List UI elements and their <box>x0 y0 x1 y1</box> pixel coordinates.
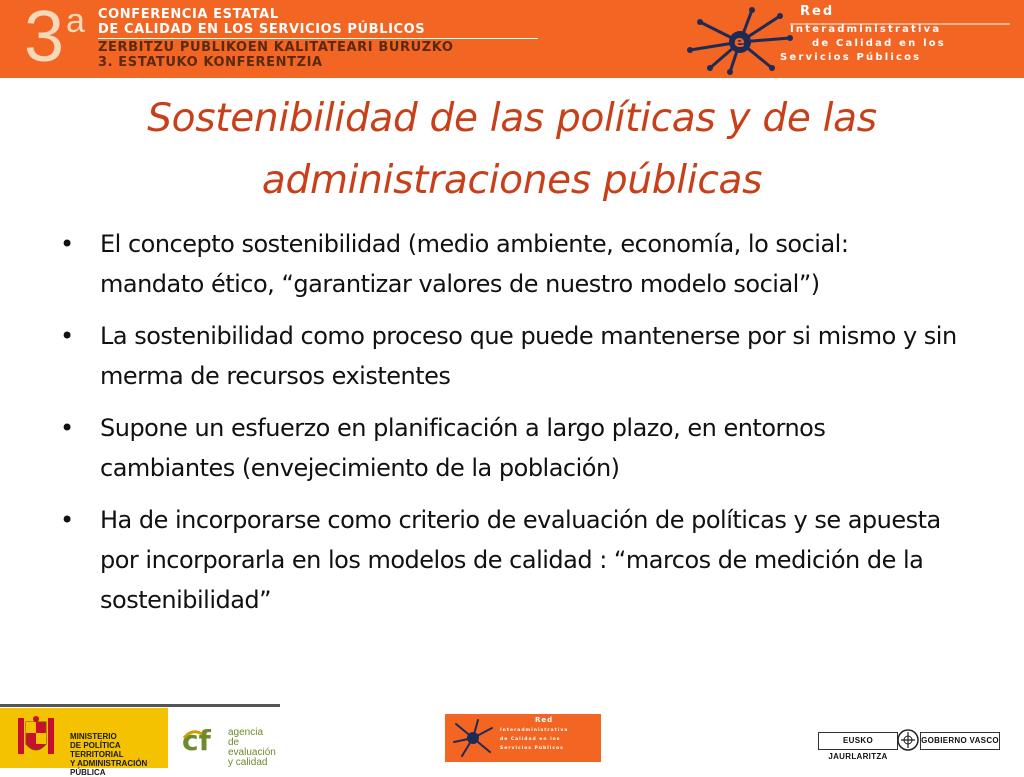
bullet-text: Ha de incorporarse como criterio de evaluación de políticas y se apuesta por incorporarla en los modelos de calidad : “marcos de medición de la sostenibilidad” <box>100 506 941 614</box>
conference-line-es-1: CONFERENCIA ESTATAL <box>98 7 279 22</box>
aeval-line-2: de evaluación <box>228 737 276 758</box>
edition-superscript: a <box>66 2 85 40</box>
bullet-item <box>58 224 958 304</box>
bullet-dot-icon: • <box>60 506 74 534</box>
network-small-icon <box>450 716 496 760</box>
network-small-title: Red <box>535 716 554 724</box>
bullet-item <box>58 316 958 396</box>
ministerio-line-2: DE POLÍTICA TERRITORIAL <box>70 741 124 759</box>
bullet-list <box>58 224 958 632</box>
aeval-text <box>228 728 288 768</box>
aeval-line-1: agencia <box>228 727 264 738</box>
ministerio-line-3: Y ADMINISTRACIÓN PÚBLICA <box>70 759 148 777</box>
gobierno-vasco-label: GOBIERNO VASCO <box>920 732 1000 750</box>
svg-text:e: e <box>734 32 745 51</box>
svg-text:cf: cf <box>182 724 211 754</box>
ministerio-text <box>70 732 170 777</box>
edition-number: 3 <box>24 0 65 77</box>
slide-title: Sostenibilidad de las políticas y de las administraciones públicas <box>147 96 877 203</box>
coat-of-arms-icon <box>14 714 58 760</box>
aeval-logo-icon <box>182 724 222 754</box>
conference-title-block <box>98 7 548 70</box>
footer-divider <box>0 704 280 707</box>
network-line-2: de Calidad en los <box>812 38 946 49</box>
bullet-text: El concepto sostenibilidad (medio ambiente, economía, lo social: mandato ético, “garantizar valores de nuestro modelo social”) <box>100 230 849 298</box>
bullet-dot-icon: • <box>60 322 74 350</box>
bullet-text: Supone un esfuerzo en planificación a largo plazo, en entornos cambiantes (envejecimiento de la población) <box>100 414 826 482</box>
network-line-3: Servicios Públicos <box>780 52 922 63</box>
bullet-dot-icon: • <box>60 230 74 258</box>
conference-line-es-2: DE CALIDAD EN LOS SERVICIOS PÚBLICOS <box>98 22 426 37</box>
ministerio-line-1: MINISTERIO <box>70 732 117 741</box>
bullet-item <box>58 500 958 620</box>
conference-line-eu-2: 3. ESTATUKO KONFERENTZIA <box>98 55 323 70</box>
bullet-item <box>58 408 958 488</box>
bullet-text: La sostenibilidad como proceso que puede mantenerse por si mismo y sin merma de recursos existentes <box>100 322 957 390</box>
bullet-dot-icon: • <box>60 414 74 442</box>
network-small-line-3: Servicios Públicos <box>500 746 564 751</box>
network-title: Red <box>800 4 835 19</box>
network-small-line-2: de Calidad en los <box>500 737 561 742</box>
basque-seal-icon <box>897 728 919 752</box>
network-small-line-1: Interadministrativa <box>500 728 569 733</box>
conference-line-eu-1: ZERBITZU PUBLIKOEN KALITATEARI BURUZKO <box>98 40 454 55</box>
aeval-line-3: y calidad <box>228 757 268 768</box>
conference-divider <box>98 38 538 39</box>
network-line-1: Interadministrativa <box>790 24 942 35</box>
eusko-jaurlaritza-label: EUSKO JAURLARITZA <box>818 732 898 750</box>
